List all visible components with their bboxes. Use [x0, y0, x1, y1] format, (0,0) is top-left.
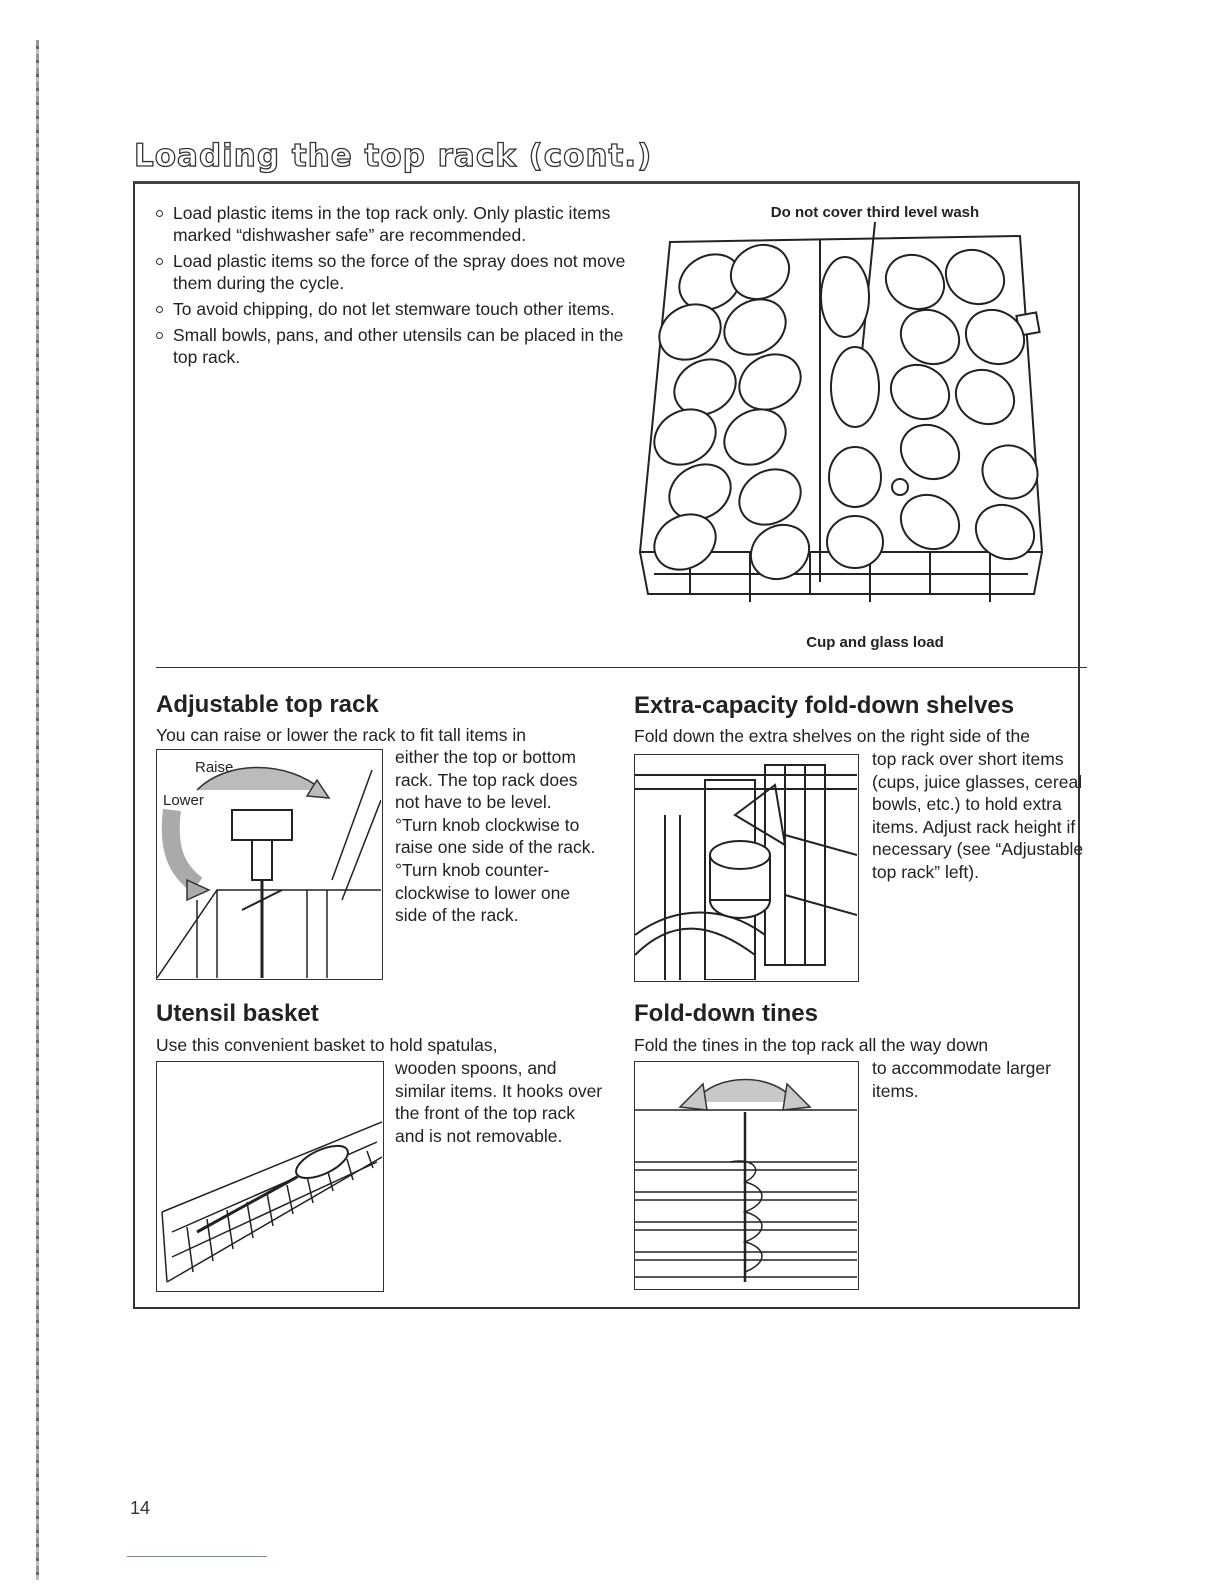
adjustable-lead-text: You can raise or lower the rack to fit tall items in [156, 725, 526, 745]
intro-bullet: Small bowls, pans, and other utensils can be placed in the top rack. [156, 324, 636, 368]
utensil-body-text: wooden spoons, and similar items. It hooks over the front of the top rack and is not removable. [395, 1058, 603, 1146]
section-divider [156, 667, 1087, 668]
heading-extra-capacity-shelves: Extra-capacity fold-down shelves [634, 692, 1015, 719]
tines-body-text: to accommodate larger items. [872, 1058, 1051, 1101]
fold-down-tines-figure [634, 1061, 859, 1290]
intro-bullet: Load plastic items in the top rack only. Only plastic items marked “dishwasher safe” are recommended. [156, 202, 636, 246]
extra-capacity-lead-text: Fold down the extra shelves on the right side of the [634, 726, 1030, 746]
footer-line [127, 1556, 267, 1557]
adjustable-step-raise: °Turn knob clockwise to raise one side of the rack. [395, 814, 596, 858]
page-title: Loading the top rack (cont.) [134, 138, 653, 174]
binding-edge [36, 40, 39, 1580]
adjustable-rack-figure [156, 749, 383, 980]
fold-down-shelves-figure [634, 754, 859, 982]
adjustable-intro-paragraph: either the top or bottom rack. The top rack does not have to be level. [395, 747, 578, 813]
intro-bullet: Load plastic items so the force of the spray does not move them during the cycle. [156, 250, 636, 294]
tines-lead-text: Fold the tines in the top rack all the way down [634, 1035, 989, 1055]
rack-figure-caption-bottom: Cup and glass load [806, 634, 944, 651]
utensil-basket-figure [156, 1061, 384, 1292]
page-number: 14 [130, 1498, 151, 1518]
utensil-lead-text: Use this convenient basket to hold spatulas, [156, 1035, 498, 1055]
adjustable-step-lower: °Turn knob counter-clockwise to lower one side of the rack. [395, 859, 571, 926]
extra-capacity-body-text: top rack over short items (cups, juice glasses, cereal bowls, etc.) to hold extra items. Adjust rack height if necessary (see “Adjustable top rack” left). [872, 749, 1084, 882]
adjustable-body-text [395, 746, 605, 927]
heading-fold-down-tines: Fold-down tines [634, 1000, 818, 1027]
heading-utensil-basket: Utensil basket [156, 1000, 319, 1027]
intro-bullet-list [156, 202, 636, 372]
rack-figure-caption-top: Do not cover third level wash [770, 204, 980, 221]
raise-label: Raise [195, 759, 234, 776]
heading-adjustable-top-rack: Adjustable top rack [156, 691, 379, 718]
lower-label: Lower [163, 792, 204, 809]
cup-and-glass-rack-illustration [630, 222, 1050, 622]
intro-bullet: To avoid chipping, do not let stemware touch other items. [156, 298, 636, 320]
